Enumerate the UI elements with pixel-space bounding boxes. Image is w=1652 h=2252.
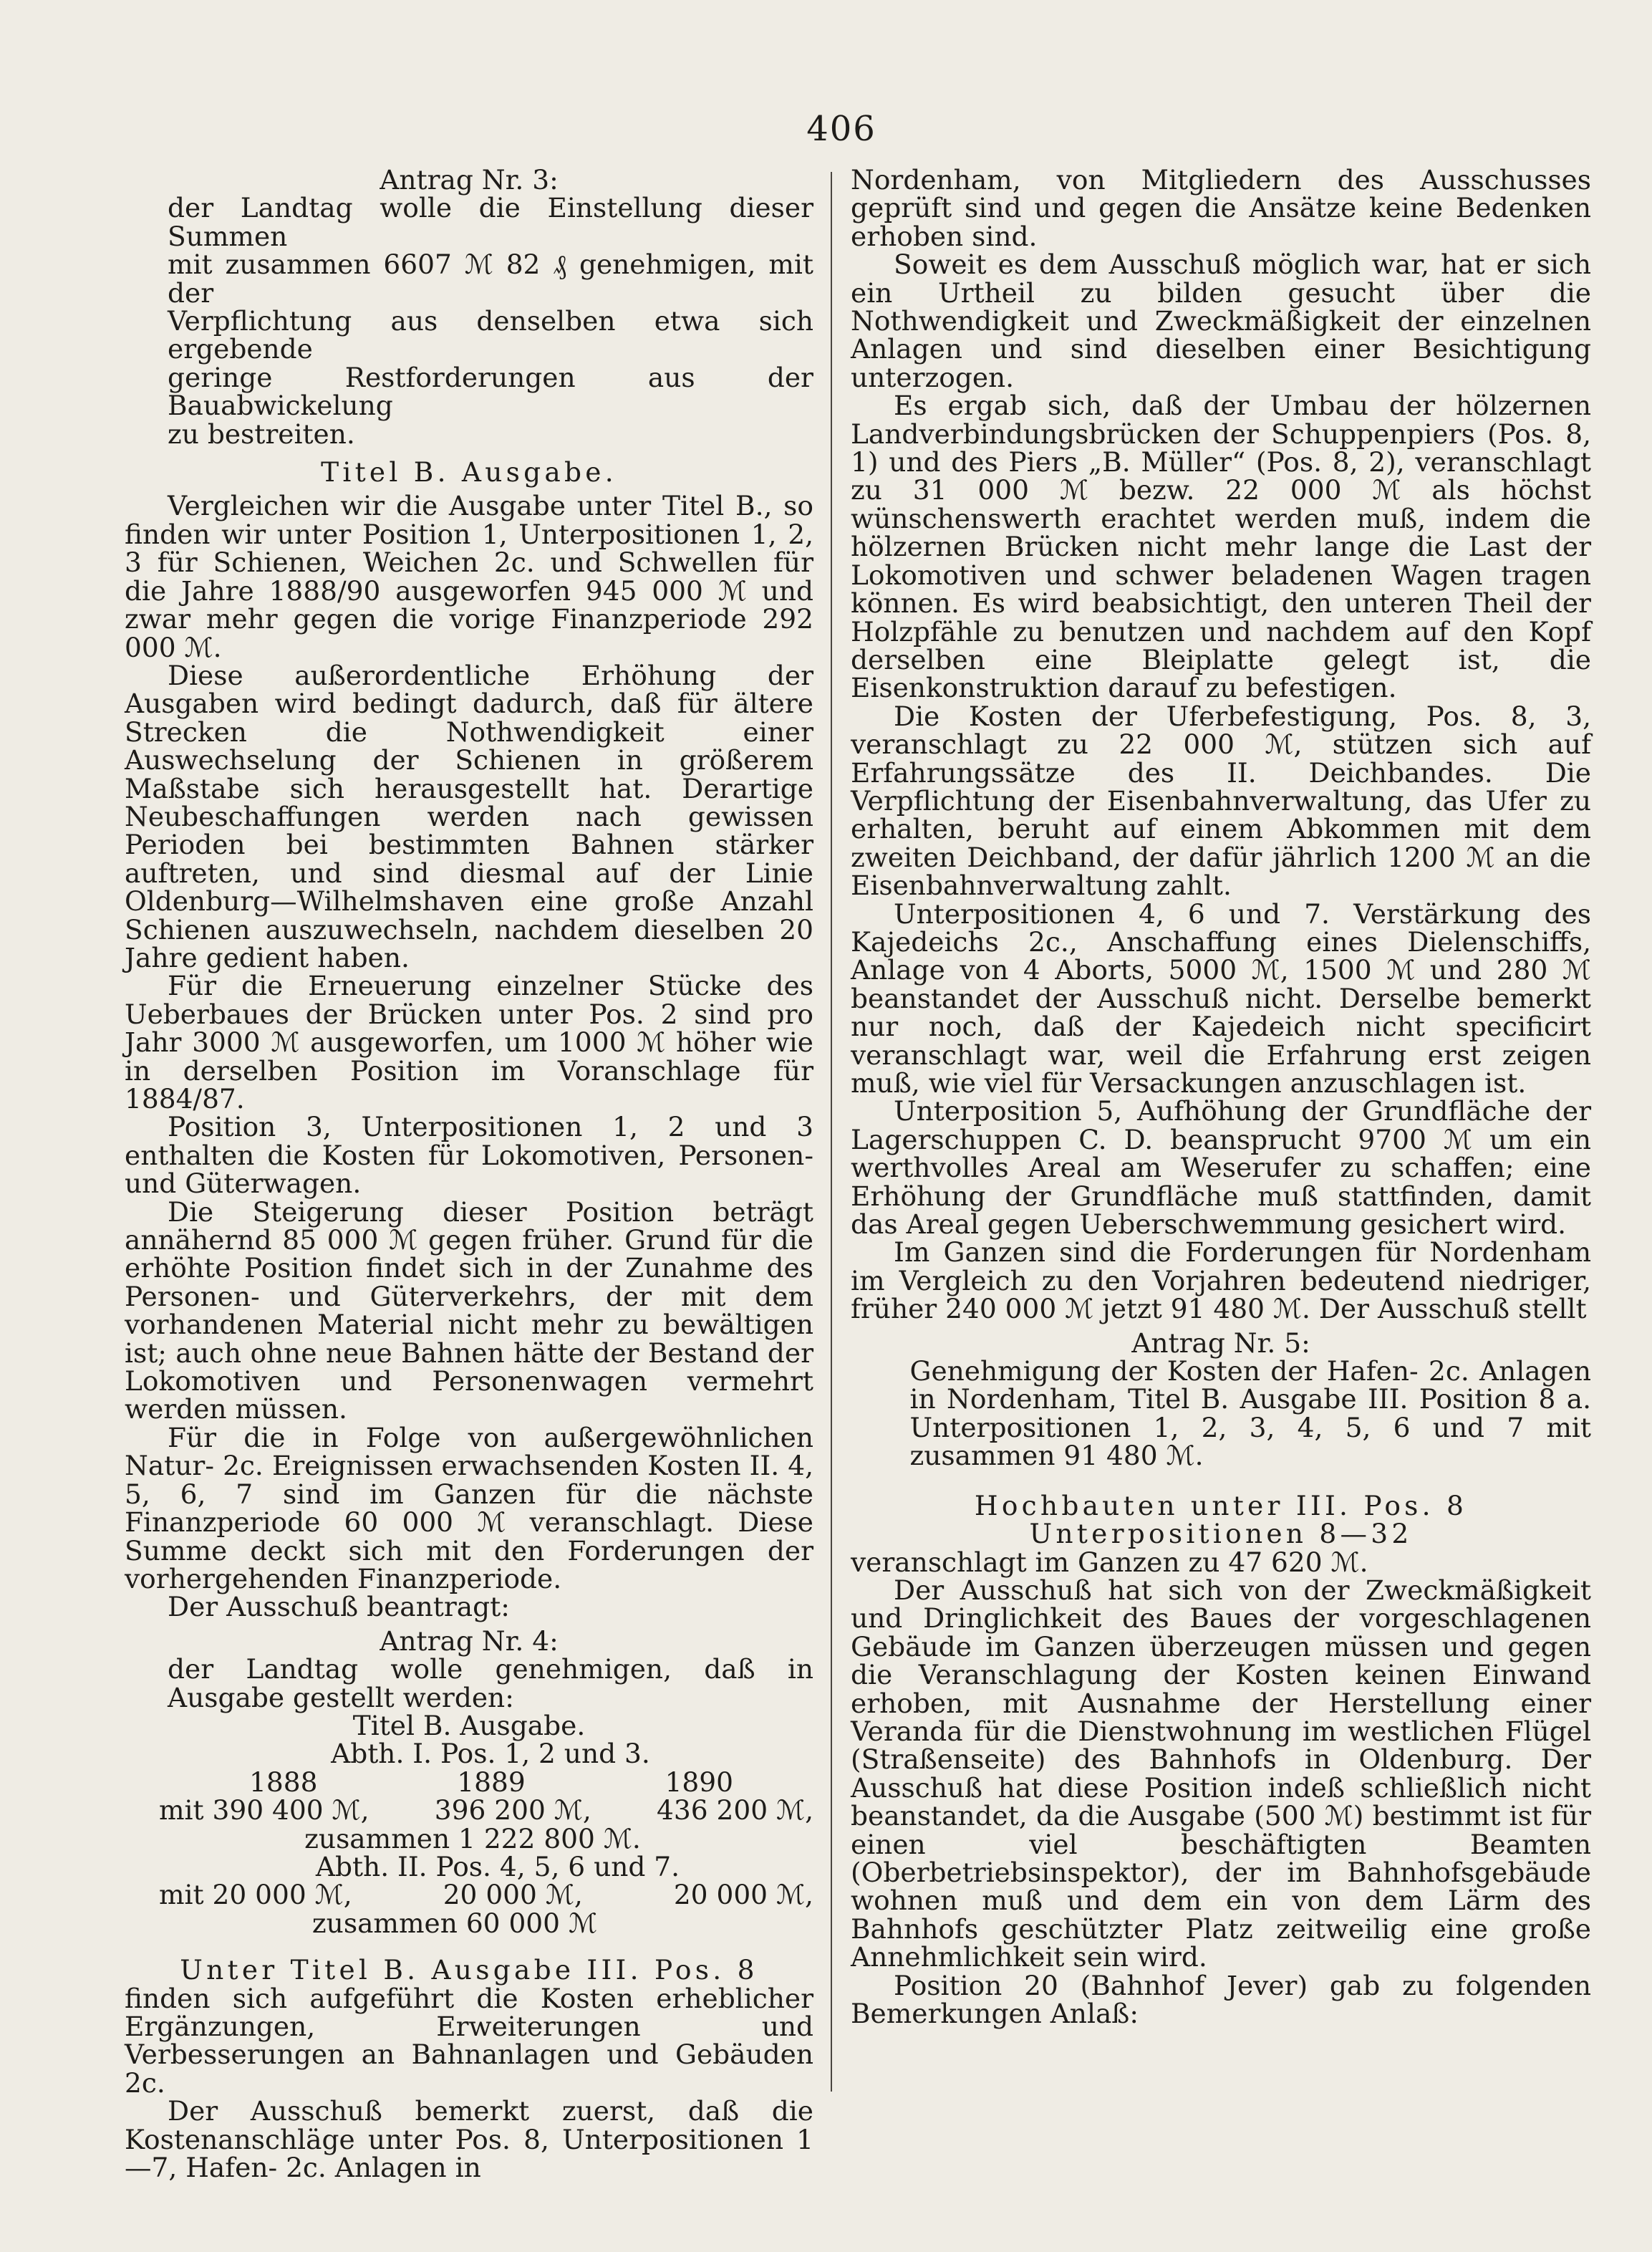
antrag-3-line: der Landtag wolle die Einstellung dieser Summen [168,192,813,252]
paragraph: Unterpositionen 4, 6 und 7. Verstärkung des Kajedeichs 2c., Anschaffung eines Dielenschiffs, Anlage von 4 Aborts, 5000 ℳ, 1500 ℳ und 280 ℳ beanstandet der Ausschuß nicht. Derselbe bemerkt nur noch, daß der Kajedeich nicht specificirt veranschlagt war, weil die Erfahrung erst zeigen muß, wie viel für Versackungen anzuschlagen ist. [851,898,1591,1099]
antrag-3-line: zu bestreiten. [168,418,355,450]
antrag-3-line: geringe Restforderungen aus der Bauabwickelung [168,361,813,422]
section-heading-hochbauten: Hochbauten unter III. Pos. 8 [974,1489,1468,1521]
antrag-4-total-2: zusammen 60 000 ℳ [311,1907,598,1939]
amount-cell: 20 000 ℳ, [443,1879,583,1911]
paragraph: finden sich aufgeführt die Kosten erheblicher Ergänzungen, Erweiterungen und Verbesserungen an Bahnanlagen und Gebäuden 2c. [125,1982,813,2099]
paragraph: Für die Erneuerung einzelner Stücke des Ueberbaues der Brücken unter Pos. 2 sind pro Jahr 3000 ℳ ausgeworfen, um 1000 ℳ höher wie in derselben Position im Voranschlage für 1884/87. [125,970,813,1115]
year-cell: 1888 [249,1766,318,1798]
antrag-3-line: mit zusammen 6607 ℳ 82 ₰ genehmigen, mit der [168,249,813,309]
paragraph: Unterposition 5, Aufhöhung der Grundfläche der Lagerschuppen C. D. beansprucht 9700 ℳ um ein werthvolles Areal am Weserufer zu schaffen; eine Erhöhung der Grundfläche muß stattfinden, damit das Areal gegen Ueberschwemmung gesichert wird. [851,1095,1591,1241]
paragraph: Der Ausschuß hat sich von der Zweckmäßigkeit und Dringlichkeit des Baues der vorgeschlagenen Gebäude im Ganzen überzeugen müssen und gegen die Veranschlagung der Kosten keinen Einwand erhoben, mit Ausnahme der Herstellung einer Veranda für die Dienstwohnung im westlichen Flügel (Straßenseite) des Bahnhofs in Oldenburg. Der Ausschuß hat diese Position indeß schließlich nicht beanstandet, da die Ausgabe (500 ℳ) bestimmt ist für einen viel beschäftigten Beamten (Oberbetriebsinspektor), der im Bahnhofsgebäude wohnen muß und dem ein von dem Lärm des Bahnhofs geschützter Platz zeitweilig eine große Annehmlichkeit sein wird. [851,1574,1591,1973]
antrag-4-abth-1: Abth. I. Pos. 1, 2 und 3. [331,1738,650,1770]
paragraph: Die Kosten der Uferbefestigung, Pos. 8, 3, veranschlagt zu 22 000 ℳ, stützen sich auf Erfahrungssätze des II. Deichbandes. Die Verpflichtung der Eisenbahnverwaltung, das Ufer zu erhalten, beruht auf einem Abkommen mit dem zweiten Deichband, der dafür jährlich 1200 ℳ an die Eisenbahnverwaltung zahlt. [851,700,1591,902]
antrag-4-years-row [125,1766,813,1798]
paragraph: Im Ganzen sind die Forderungen für Nordenham im Vergleich zu den Vorjahren bedeutend niedriger, früher 240 000 ℳ jetzt 91 480 ℳ. Der Ausschuß stellt [851,1236,1591,1325]
antrag-4-intro: der Landtag wolle genehmigen, daß in Ausgabe gestellt werden: [168,1653,813,1713]
paragraph: Der Ausschuß bemerkt zuerst, daß die Kostenanschläge unter Pos. 8, Unterpositionen 1—7, Hafen- 2c. Anlagen in [125,2095,813,2184]
antrag-4-abth-2: Abth. II. Pos. 4, 5, 6 und 7. [315,1850,680,1882]
section-subheading-unterpositionen: Unterpositionen 8—32 [1029,1518,1413,1550]
year-cell: 1889 [457,1766,526,1798]
amount-cell: 20 000 ℳ, [673,1879,813,1911]
amount-cell: mit 390 400 ℳ, [159,1794,369,1827]
paragraph: Für die in Folge von außergewöhnlichen Natur- 2c. Ereignissen erwachsenden Kosten II. 4, 5, 6, 7 sind im Ganzen für die nächste Finanzperiode 60 000 ℳ veranschlagt. Diese Summe deckt sich mit den Forderungen der vorhergehenden Finanzperiode. [125,1421,813,1594]
paragraph: Die Steigerung dieser Position beträgt annähernd 85 000 ℳ gegen früher. Grund für die erhöhte Position findet sich in der Zunahme des Personen- und Güterverkehrs, der mit dem vorhandenen Material nicht mehr zu bewältigen ist; auch ohne neue Bahnen hätte der Bestand der Lokomotiven und Personenwagen vermehrt werden müssen. [125,1195,813,1425]
amount-cell: 396 200 ℳ, [434,1794,591,1827]
paragraph: Position 3, Unterpositionen 1, 2 und 3 enthalten die Kosten für Lokomotiven, Personen- und Güterwagen. [125,1111,813,1200]
antrag-4-title: Titel B. Ausgabe. [352,1709,586,1741]
paragraph: Vergleichen wir die Ausgabe unter Titel B., so finden wir unter Position 1, Unterpositionen 1, 2, 3 für Schienen, Weichen 2c. und Schwellen für die Jahre 1888/90 ausgeworfen 945 000 ℳ und zwar mehr gegen die vorige Finanzperiode 292 000 ℳ. [125,490,813,663]
antrag-3-heading: Antrag Nr. 3: [380,164,559,196]
paragraph: veranschlagt im Ganzen zu 47 620 ℳ. [851,1546,1368,1578]
paragraph: Soweit es dem Ausschuß möglich war, hat er sich ein Urtheil zu bilden gesucht über die Nothwendigkeit und Zweckmäßigkeit der einzelnen Anlagen und sind dieselben einer Besichtigung unterzogen. [851,249,1591,393]
page-number: 406 [806,109,876,149]
column-divider [831,172,832,2092]
amount-cell: 436 200 ℳ, [656,1794,813,1827]
antrag-5-text: Genehmigung der Kosten der Hafen- 2c. Anlagen in Nordenham, Titel B. Ausgabe III. Position 8 a. Unterpositionen 1, 2, 3, 4, 5, 6 und 7 mit zusammen 91 480 ℳ. [909,1355,1591,1472]
antrag-4-heading: Antrag Nr. 4: [380,1625,559,1657]
right-column [851,166,1591,2028]
antrag-3-text [125,194,813,448]
paragraph: Position 20 (Bahnhof Jever) gab zu folgenden Bemerkungen Anlaß: [851,1969,1591,2029]
paragraph: Nordenham, von Mitgliedern des Ausschusses geprüft sind und gegen die Ansätze keine Bedenken erhoben sind. [851,164,1591,252]
section-heading-titel-b: Titel B. Ausgabe. [321,456,617,489]
antrag-5-heading: Antrag Nr. 5: [1131,1327,1310,1359]
amount-cell: mit 20 000 ℳ, [159,1879,352,1911]
paragraph: Es ergab sich, daß der Umbau der hölzernen Landverbindungsbrücken der Schuppenpiers (Pos. 8, 1) und des Piers „B. Müller“ (Pos. 8, 2), veranschlagt zu 31 000 ℳ bezw. 22 000 ℳ als höchst wünschenswerth erachtet werden muß, indem die hölzernen Brücken nicht mehr lange die Last der Lokomotiven und schwer beladenen Wagen tragen können. Es wird beabsichtigt, den unteren Theil der Holzpfähle zu benutzen und nachdem auf den Kopf derselben eine Bleiplatte gelegt ist, die Eisenkonstruktion darauf zu befestigen. [851,390,1591,704]
paragraph: Diese außerordentliche Erhöhung der Ausgaben wird bedingt dadurch, daß für ältere Strecken die Nothwendigkeit einer Auswechselung der Schienen in größerem Maßstabe sich herausgestellt hat. Derartige Neubeschaffungen werden nach gewissen Perioden bei bestimmten Bahnen stärker auftreten, und sind diesmal auf der Linie Oldenburg—Wilhelmshaven eine große Anzahl Schienen auszuwechseln, nachdem dieselben 20 Jahre gedient haben. [125,659,813,973]
antrag-3-line: Verpflichtung aus denselben etwa sich ergebende [168,305,813,365]
left-column [125,166,813,2182]
section-heading-pos-8: Unter Titel B. Ausgabe III. Pos. 8 [180,1954,758,1986]
antrag-4-total-1: zusammen 1 222 800 ℳ. [304,1822,641,1854]
antrag-4-amounts-row-2 [125,1881,813,1909]
year-cell: 1890 [665,1766,733,1798]
antrag-4-amounts-row-1 [125,1794,813,1827]
paragraph: Der Ausschuß beantragt: [168,1591,510,1623]
